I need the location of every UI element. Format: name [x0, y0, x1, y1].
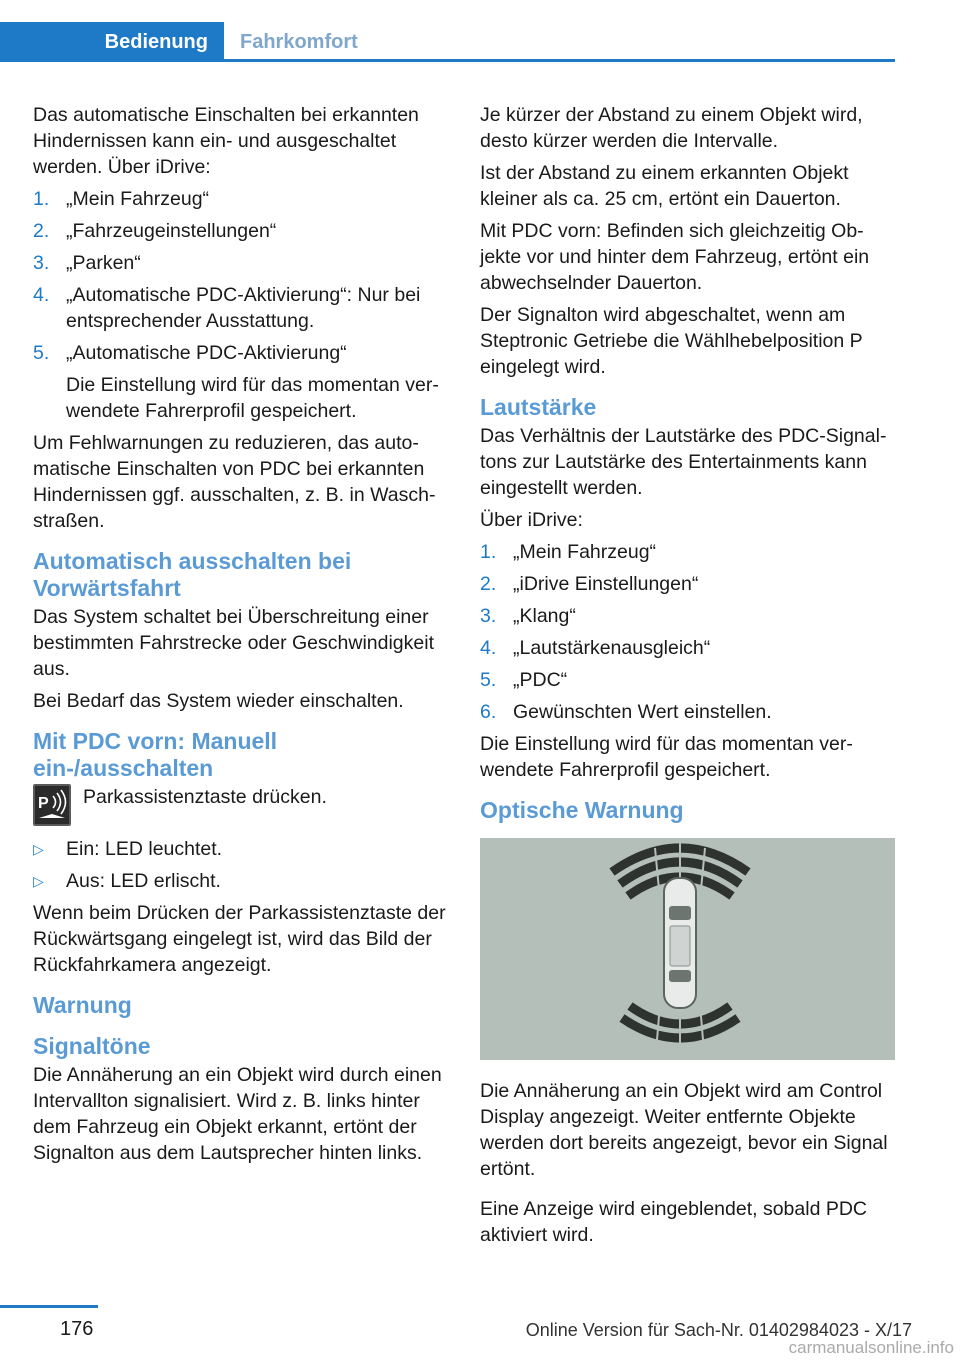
list-item: 2. „Fahrzeugeinstellungen“ [33, 220, 277, 242]
header-tabs [0, 22, 895, 62]
list-item: 4. „Lautstärkenausgleich“ [480, 637, 711, 659]
watermark: carmanualsonline.info [788, 1338, 954, 1357]
dauerton-paragraph: Ist der Abstand zu einem erkannten Objekt kleiner als ca. 25 cm, ertönt ein Dauerton. [480, 162, 849, 210]
heading-warnung: Warnung [33, 992, 132, 1018]
pdc-front-paragraph: Mit PDC vorn: Befinden sich gleichzeitig Objekte vor und hinter dem Fahrzeug, ertönt ein abwechselnder Dauerton. [480, 220, 870, 294]
heading-auto-off: Automatisch ausschalten bei Vorwärtsfahrt [33, 548, 352, 601]
heading-signaltoene: Signaltöne [33, 1033, 151, 1059]
bedarf-paragraph: Bei Bedarf das System wieder einschalten. [33, 690, 404, 712]
triangle-bullet-icon: ▷ [33, 873, 44, 889]
heading-manual: Mit PDC vorn: Manuell ein-/ausschalten [33, 728, 278, 781]
heading-lautstaerke: Lautstärke [480, 394, 597, 420]
list-item: 3. „Parken“ [33, 252, 141, 274]
left-column [33, 102, 453, 1172]
control-display-paragraph: Die Annäherung an ein Objekt wird am Control Display angezeigt. Weiter entfernte Objekte werden dort bereits angezeigt, bevor ein Signal ertönt. [480, 1080, 888, 1180]
footer-rule [0, 1305, 98, 1308]
tab-bedienung[interactable]: Bedienung [0, 22, 224, 62]
triangle-bullet-icon: ▷ [33, 841, 44, 857]
left-steps [33, 186, 453, 424]
list-item: ▷ Ein: LED leuchtet. [33, 838, 223, 860]
list-item: 1. „Mein Fahrzeug“ [33, 188, 210, 210]
park-assist-button-icon [33, 784, 71, 826]
list-item: 1. „Mein Fahrzeug“ [480, 541, 657, 563]
list-item: 3. „Klang“ [480, 605, 576, 627]
interval-paragraph: Je kürzer der Abstand zu einem Objekt wird, desto kürzer werden die Intervalle. [480, 104, 863, 152]
svg-text:P: P [38, 795, 49, 812]
list-item: 2. „iDrive Einstellungen“ [480, 573, 699, 595]
online-version-note: Online Version für Sach-Nr. 01402984023 - X/17 [525, 1320, 912, 1340]
signal-paragraph: Die Annäherung an ein Objekt wird durch einen Intervallton signalisiert. Wird z. B. links hinter dem Fahrzeug ein Objekt erkannt, ertönt der Signalton aus dem Lautsprecher hinten links. [33, 1064, 442, 1164]
list-item: ▷ Aus: LED erlischt. [33, 870, 221, 892]
page-number: 176 [60, 1318, 94, 1340]
right-column [480, 102, 898, 1254]
lautstaerke-paragraph: Das Verhältnis der Lautstärke des PDC-Signaltons zur Lautstärke des Entertainments kann eingestellt werden. [480, 425, 887, 499]
list-item: 4. „Automatische PDC-Aktivierung“: Nur bei entsprechender Ausstattung. [33, 284, 421, 332]
auto-off-paragraph: Das System schaltet bei Überschreitung einer bestimmten Fahrstrecke oder Geschwindigkeit aus. [33, 606, 434, 680]
led-bullets [33, 836, 453, 894]
steptronic-paragraph: Der Signalton wird abgeschaltet, wenn am Steptronic Getriebe die Wählhebelposition P eingelegt wird. [480, 304, 863, 378]
profil-paragraph: Die Einstellung wird für das momentan verwendete Fahrerprofil gespeichert. [480, 733, 853, 781]
list-item: 5. „PDC“ [480, 669, 568, 691]
header-rule [0, 59, 895, 62]
list-item: 6. Gewünschten Wert einstellen. [480, 701, 772, 723]
fehlwarnung-paragraph: Um Fehlwarnungen zu reduzieren, das automatische Einschalten von PDC bei erkannten Hindernissen ggf. ausschalten, z. B. in Waschstraßen. [33, 432, 436, 532]
rueckwaerts-paragraph: Wenn beim Drücken der Parkassistenztaste der Rückwärtsgang eingelegt ist, wird das Bild der Rückfahrkamera angezeigt. [33, 902, 446, 976]
right-steps [480, 539, 898, 725]
anzeige-paragraph: Eine Anzeige wird eingeblendet, sobald PDC aktiviert wird. [480, 1198, 868, 1246]
heading-optische-warnung: Optische Warnung [480, 797, 684, 823]
list-item: 5. „Automatische PDC-Aktivierung“ Die Einstellung wird für das momentan verwendete Fahrerprofil gespeichert. [33, 342, 439, 422]
idrive-label: Über iDrive: [480, 509, 583, 531]
intro-paragraph: Das automatische Einschalten bei erkannten Hindernissen kann ein- und ausgeschaltet werden. Über iDrive: [33, 104, 419, 178]
tab-fahrkomfort[interactable]: Fahrkomfort [240, 30, 358, 53]
park-assist-key-row [33, 784, 453, 826]
park-assist-key-text: Parkassistenztaste drücken. [83, 786, 327, 808]
pdc-display-image [480, 838, 895, 1060]
